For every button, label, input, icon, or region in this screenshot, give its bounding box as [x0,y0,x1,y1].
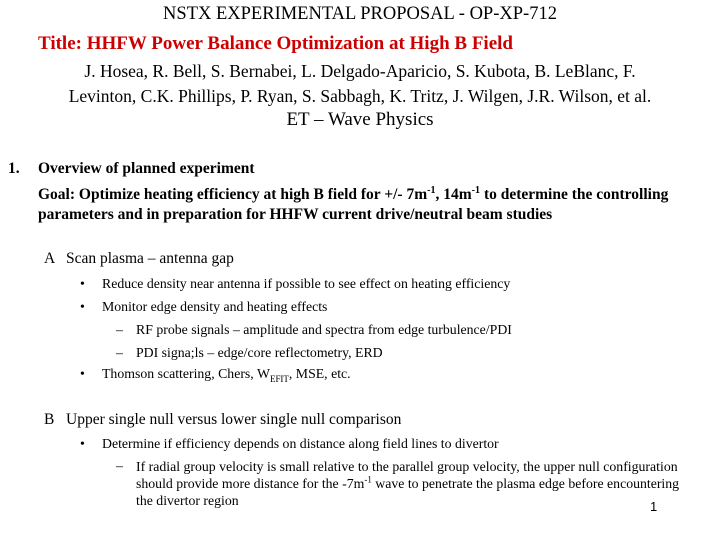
subsection-a-title: Scan plasma – antenna gap [66,250,234,267]
section-number: 1. [8,160,20,177]
bullet-subscript: EFIT [269,373,289,384]
bullet-dot-icon: • [80,299,85,314]
dash-item [116,458,136,474]
dash-paragraph-sup: -1 [364,474,372,485]
goal-sup-1: -1 [427,184,436,196]
bullet-dot-icon: • [80,276,85,291]
bullet-text: Reduce density near antenna if possible to see effect on heating efficiency [102,276,511,291]
bullet-item [80,276,510,292]
section-title: Overview of planned experiment [38,160,255,177]
goal-text-3: to determine the controlling parameters and in preparation for HHFW current drive/neutral beam studies [38,186,669,223]
group-label: ET – Wave Physics [286,109,434,130]
dash-mark-icon: – [116,322,123,337]
bullet-text: Thomson scattering, Chers, W [102,366,270,381]
dash-paragraph-text: If radial group velocity is small relative to the parallel group velocity, the upper null configuration should provide more distance for the -7m [136,459,678,491]
goal-sup-2: -1 [471,184,481,196]
dash-text: PDI signa;ls – edge/core reflectometry, ERD [136,345,383,360]
proposal-title: Title: HHFW Power Balance Optimization at High B Field [38,33,513,54]
author-line-1: J. Hosea, R. Bell, S. Bernabei, L. Delgado-Aparicio, S. Kubota, B. LeBlanc, F. [84,61,636,81]
dash-item [116,322,512,338]
goal-text-2: , 14m [435,186,472,203]
goal-text-1: Goal: Optimize heating efficiency at high B field for +/- 7m [38,186,428,203]
author-line-2: Levinton, C.K. Phillips, P. Ryan, S. Sabbagh, K. Tritz, J. Wilgen, J.R. Wilson, et al. [68,85,652,106]
subsection-b-letter: B [44,411,55,428]
bullet-item [80,436,499,452]
bullet-dot-icon: • [80,436,85,451]
section-heading [8,160,255,178]
bullet-text: Determine if efficiency depends on distance along field lines to divertor [102,436,499,451]
author-list [10,59,710,108]
dash-paragraph-tail: wave to penetrate the plasma edge before encountering the divertor region [136,476,680,508]
dash-mark-icon: – [116,345,123,360]
goal-statement [38,185,708,225]
bullet-dot-icon: • [80,366,85,381]
proposal-header: NSTX EXPERIMENTAL PROPOSAL - OP-XP-712 [163,4,557,24]
dash-mark-icon: – [116,458,123,473]
subsection-a-letter: A [44,250,56,267]
subsection-a-heading [44,250,234,268]
dash-item [116,345,383,361]
subsection-b-title: Upper single null versus lower single null comparison [66,411,402,428]
page-number: 1 [650,499,658,514]
bullet-item [80,299,327,315]
bullet-item [80,366,351,382]
dash-text: RF probe signals – amplitude and spectra from edge turbulence/PDI [136,322,512,337]
dash-paragraph [136,458,696,509]
subsection-b-heading [44,411,401,429]
bullet-text: Monitor edge density and heating effects [102,299,328,314]
bullet-text-tail: , MSE, etc. [288,366,351,381]
